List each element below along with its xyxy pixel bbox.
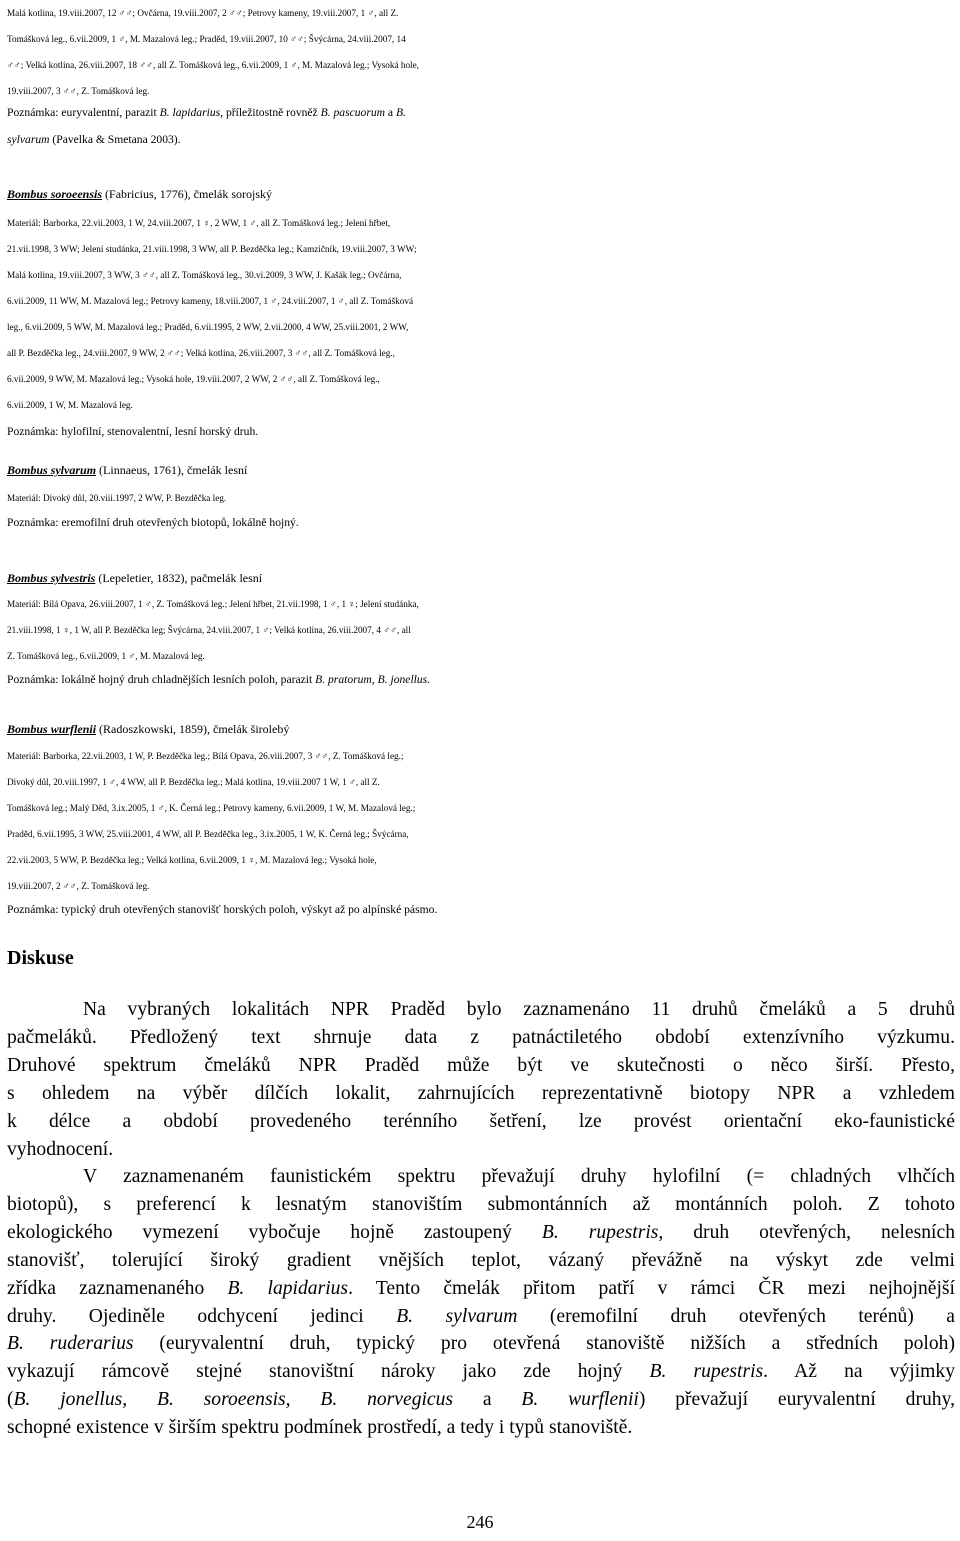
species-material <box>7 210 955 418</box>
note-line: sylvarum (Pavelka & Smetana 2003). <box>7 133 181 146</box>
note-line: Poznámka: hylofilní, stenovalentní, lesní horský druh. <box>7 425 259 438</box>
material-line: 21.vii.1998, 3 WW; Jelení studánka, 21.viii.1998, 3 WW, all P. Bezděčka leg.; Kamzičník, 19.viii.2007, 3 WW; <box>7 244 417 254</box>
material-line: Divoký důl, 20.viii.1997, 1 ♂, 4 WW, all P. Bezděčka leg.; Malá kotlina, 19.viii.2007 1 W, 1 ♂, all Z. <box>7 777 380 787</box>
material-line: 19.viii.2007, 3 ♂♂, Z. Tomášková leg. <box>7 86 150 96</box>
discussion-paragraph-1 <box>7 996 955 1163</box>
species-note <box>7 509 955 536</box>
species-heading <box>7 564 955 592</box>
species-heading <box>7 715 955 743</box>
material-line: Tomášková leg.; Malý Děd, 3.ix.2005, 1 ♂, K. Černá leg.; Petrovy kameny, 6.vii.2009, 1 W, M. Mazalová leg.; <box>7 803 416 813</box>
note-line: Poznámka: lokálně hojný druh chladnějších lesních poloh, parazit B. pratorum, B. jonellus. <box>7 673 431 686</box>
paragraph-line: vyhodnocení. <box>7 1138 114 1160</box>
species-material <box>7 485 955 511</box>
paragraph-line: pačmeláků. Předložený text shrnuje data z patnáctiletého období extenzívního výzkumu. <box>7 1026 955 1048</box>
material-line: Materiál: Bílá Opava, 26.viii.2007, 1 ♂, Z. Tomášková leg.; Jelení hřbet, 21.vii.1998, 1 ♂, 1 ♀; Jelení studánka, <box>7 599 419 609</box>
species-note <box>7 896 955 923</box>
material-line: 6.vii.2009, 9 WW, M. Mazalová leg.; Vysoká hole, 19.viii.2007, 2 WW, 2 ♂♂, all Z. Tomášková leg., <box>7 374 380 384</box>
species-authority: (Linnaeus, 1761), čmelák lesní <box>96 463 248 477</box>
species-name: Bombus wurflenii <box>7 722 97 736</box>
paragraph-line: k délce a období provedeného terénního šetření, lze provést orientační eko-faunistické <box>7 1110 955 1132</box>
material-line: Materiál: Barborka, 22.vii.2003, 1 W, P. Bezděčka leg.; Bílá Opava, 26.viii.2007, 3 ♂♂, Z. Tomášková leg.; <box>7 751 404 761</box>
material-line: 6.vii.2009, 1 W, M. Mazalová leg. <box>7 400 133 410</box>
species-name: Bombus soroeensis <box>7 187 103 201</box>
paragraph-line: biotopů), s preferencí k lesnatým stanovištím submontánních až montánních poloh. Z tohoto <box>7 1193 955 1215</box>
page-number: 246 <box>466 1512 494 1532</box>
species-heading <box>7 180 955 208</box>
paragraph-line: druhy. Ojediněle odchycení jedinci B. sylvarum (eremofilní druh otevřených terénů) a <box>7 1305 955 1327</box>
material-line: 21.viii.1998, 1 ♀, 1 W, all P. Bezděčka leg; Švýcárna, 24.viii.2007, 1 ♂; Velká kotlina, 26.viii.2007, 4 ♂♂, all <box>7 625 411 635</box>
material-line: 6.vii.2009, 11 WW, M. Mazalová leg.; Petrovy kameny, 18.viii.2007, 1 ♂, 24.viii.2007, 1 ♂, all Z. Tomášková <box>7 296 414 306</box>
material-line: 19.viii.2007, 2 ♂♂, Z. Tomášková leg. <box>7 881 150 891</box>
species-authority: (Fabricius, 1776), čmelák sorojský <box>102 187 272 201</box>
material-line: Tomášková leg., 6.vii.2009, 1 ♂, M. Mazalová leg.; Praděd, 19.viii.2007, 10 ♂♂; Švýcárna, 24.viii.2007, 14 <box>7 34 406 44</box>
paragraph-line: B. ruderarius (euryvalentní druh, typický pro otevřená stanoviště nižších a středních poloh) <box>7 1333 955 1355</box>
material-line: all P. Bezděčka leg., 24.viii.2007, 9 WW, 2 ♂♂; Velká kotlina, 26.viii.2007, 3 ♂♂, all Z. Tomášková leg., <box>7 348 395 358</box>
note-line: Poznámka: eremofilní druh otevřených biotopů, lokálně hojný. <box>7 516 299 529</box>
species-authority: (Radoszkowski, 1859), čmelák širolebý <box>96 722 290 736</box>
discussion-paragraph-2 <box>7 1163 955 1442</box>
note-line: Poznámka: euryvalentní, parazit B. lapidarius, příležitostně rovněž B. pascuorum a B. <box>7 106 406 119</box>
paragraph-line: vykazují rámcově stejné stanovištní nároky jako zde hojný B. rupestris. Až na výjimky <box>7 1361 955 1383</box>
paragraph-line: schopné existence v širším spektru podmínek prostředí, a tedy i typů stanoviště. <box>7 1417 633 1439</box>
species-material <box>7 591 955 669</box>
paragraph-line: stanovišť, tolerující široký gradient vnějších teplot, vázaný převážně na výskyt zde velmi <box>7 1249 955 1271</box>
species-note <box>7 666 955 693</box>
paragraph-line: s ohledem na výběr dílčích lokalit, zahrnujících reprezentativně biotopy NPR a vzhledem <box>7 1082 955 1104</box>
material-line: Materiál: Divoký důl, 20.viii.1997, 2 WW, P. Bezděčka leg. <box>7 493 227 503</box>
paragraph-line: Na vybraných lokalitách NPR Praděd bylo zaznamenáno 11 druhů čmeláků a 5 druhů <box>83 999 955 1020</box>
intro-note <box>7 99 955 153</box>
intro-material <box>7 0 955 104</box>
species-name: Bombus sylvestris <box>7 571 96 585</box>
species-material <box>7 743 955 899</box>
material-line: Materiál: Barborka, 22.vii.2003, 1 W, 24.viii.2007, 1 ♀, 2 WW, 1 ♂, all Z. Tomášková leg.; Jelení hřbet, <box>7 218 391 228</box>
material-line: Praděd, 6.vii.1995, 3 WW, 25.viii.2001, 4 WW, all P. Bezděčka leg., 3.ix.2005, 1 W, K. Černá leg.; Švýcárna, <box>7 829 409 839</box>
material-line: Malá kotlina, 19.viii.2007, 12 ♂♂; Ovčárna, 19.viii.2007, 2 ♂♂; Petrovy kameny, 19.viii.2007, 1 ♂, all Z. <box>7 8 399 18</box>
material-line: 22.vii.2003, 5 WW, P. Bezděčka leg.; Velká kotlina, 6.vii.2009, 1 ♀, M. Mazalová leg.; Vysoká hole, <box>7 855 377 865</box>
species-name: Bombus sylvarum <box>7 463 97 477</box>
note-line: Poznámka: typický druh otevřených stanovišť horských poloh, výskyt až po alpínské pásmo. <box>7 903 438 916</box>
species-note <box>7 418 955 445</box>
species-heading <box>7 456 955 484</box>
material-line: Malá kotlina, 19.viii.2007, 3 WW, 3 ♂♂, all Z. Tomášková leg., 30.vi.2009, 3 WW, J. Kašák leg.; Ovčárna, <box>7 270 402 280</box>
paragraph-line: Druhové spektrum čmeláků NPR Praděd může být ve skutečnosti o něco širší. Přesto, <box>7 1054 955 1076</box>
paragraph-line: V zaznamenaném faunistickém spektru převažují druhy hylofilní (= chladných vlhčích <box>83 1166 955 1187</box>
species-authority: (Lepeletier, 1832), pačmelák lesní <box>95 571 263 585</box>
paragraph-line: ekologického vymezení vybočuje hojně zastoupený B. rupestris, druh otevřených, nelesních <box>7 1221 955 1243</box>
material-line: Z. Tomášková leg., 6.vii.2009, 1 ♂, M. Mazalová leg. <box>7 651 205 661</box>
section-heading: Diskuse <box>7 947 74 969</box>
paragraph-line: zřídka zaznamenaného B. lapidarius. Tento čmelák přitom patří v rámci ČR mezi nejhojnější <box>7 1277 955 1299</box>
material-line: ♂♂; Velká kotlina, 26.viii.2007, 18 ♂♂, all Z. Tomášková leg., 6.vii.2009, 1 ♂, M. Mazalová leg.; Vysoká hole, <box>7 60 419 70</box>
paragraph-line: (B. jonellus, B. soroeensis, B. norvegicus a B. wurflenii) převažují euryvalentní druhy, <box>7 1389 955 1411</box>
material-line: leg., 6.vii.2009, 5 WW, M. Mazalová leg.; Praděd, 6.vii.1995, 2 WW, 2.vii.2000, 4 WW, 25.viii.2001, 2 WW, <box>7 322 409 332</box>
